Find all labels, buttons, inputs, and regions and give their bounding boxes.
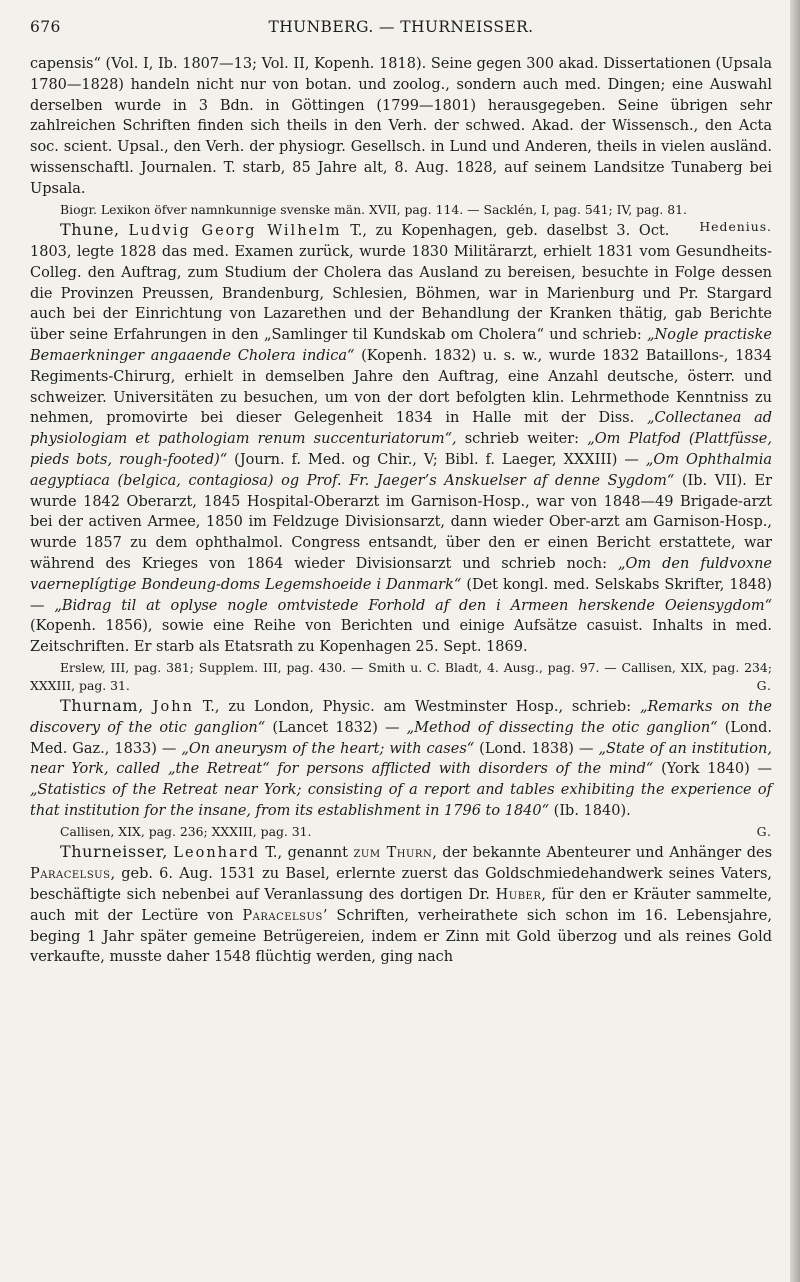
work-title: „Collectanea ad physiologiam et pathologiam renum succenturiatorum“, [30, 410, 772, 448]
work-title: „Method of dissecting the otic ganglion“ [406, 719, 718, 736]
author-signature: G. [756, 823, 772, 839]
entry-thurnam-references: Callisen, XIX, pag. 236; XXXIII, pag. 31. G. [60, 823, 772, 839]
work-title: „Nogle practiske Bemaerkninger angaaende Cholera indica“ [30, 327, 772, 364]
work-title: „Statistics of the Retreat near York; consisting of a report and tables exhibiting the experience of that institution for the insane, from its establishment in 1796 to 1840“ [30, 782, 772, 820]
body-text [30, 54, 772, 968]
small-caps-name: Paracelsus [30, 866, 111, 883]
work-title: „Om Ophthalmia aegyptiaca (belgica, contagiosa) og Prof. Fr. Jaeger’s Anskuelser af denne Sygdom“ [30, 451, 773, 489]
entry-surname: Thurnam, [60, 696, 144, 716]
page-edge-shadow [790, 0, 800, 1282]
entry-given-names: John [152, 699, 194, 716]
entry-thunberg-references: Biogr. Lexikon öfver namnkunnige svenske män. XVII, pag. 114. — Sacklén, I, pag. 541; IV, pag. 81. Hedenius. [60, 201, 772, 235]
entry-surname: Thurneisser, [60, 842, 168, 862]
entry-thune-references: Erslew, III, pag. 381; Supplem. III, pag. 430. — Smith u. C. Bladt, 4. Ausg., pag. 97. — Callisen, XIX, pag. 234; XXXIII, pag. 31. G. [30, 659, 772, 693]
work-title: „Remarks on the discovery of the otic ganglion“ [30, 699, 772, 736]
author-signature: Hedenius. [699, 219, 772, 235]
small-caps-name: zum Thurn [353, 845, 433, 862]
running-head: THUNBERG. — THURNEISSER. [268, 18, 534, 36]
entry-surname: Thune, [60, 220, 120, 240]
page-header [30, 16, 772, 40]
entry-thurneisser: Thurneisser, Leonhard T., genannt zum Thurn, der bekannte Abenteurer und Anhänger des Paracelsus, geb. 6. Aug. 1531 zu Basel, erlernte zuerst das Goldschmiedehandwerk seines Vaters, beschäftigte sich nebenbei auf Veranlassung des dortigen Dr. Huber, für den er Kräuter sammelte, auch mit der Lectüre von Paracelsus’ Schriften, verheirathete sich schon im 16. Lebensjahre, beging 1 Jahr später gemeine Betrügereien, indem er Zinn mit Gold überzog und als reines Gold verkaufte, musste daher 1548 flüchtig werden, ging nach [30, 842, 773, 966]
entry-given-names: Ludvig Georg Wilhelm [128, 223, 342, 240]
entry-thune: Thune, Ludvig Georg Wilhelm T., zu Kopenhagen, geb. daselbst 3. Oct. 1803, legte 1828 das med. Examen zurück, wurde 1830 Militärarzt, erhielt 1831 vom Gesundheits-Colleg. den Auftrag, zum Studium der Cholera das Ausland zu bereisen, besuchte in Folge dessen die Provinzen Preussen, Brandenburg, Schlesien, Böhmen, war in Marienburg und Pr. Stargard auch bei der Einrichtung von Lazarethen und der Behandlung der Kranken thätig, gab Berichte über seine Erfahrungen in den „Samlinger til Kundskab om Cholera“ und schrieb: „Nogle practiske Bemaerkninger angaaende Cholera indica“ (Kopenh. 1832) u. s. w., wurde 1832 Bataillons-, 1834 Regiments-Chirurg, erhielt in demselben Jahre den Auftrag, eine Anzahl deutsche, österr. und schweizer. Universitäten zu besuchen, um von der dort befolgten klin. Lehrmethode Kenntniss zu nehmen, promovirte bei dieser Gelegenheit 1834 in Halle mit der Diss. „Collectanea ad physiologiam et pathologiam renum succenturiatorum“, schrieb weiter: „Om Platfod (Plattfüsse, pieds bots, rough-footed)“ (Journ. f. Med. og Chir., V; Bibl. f. Laeger, XXXIII) — „Om Ophthalmia aegyptiaca (belgica, contagiosa) og Prof. Fr. Jaeger’s Anskuelser af denne Sygdom“ (Ib. VII). Er wurde 1842 Oberarzt, 1845 Hospital-Oberarzt im Garnison-Hosp., war von 1848—49 Brigade-arzt bei der activen Armee, 1850 im Feldzuge Divisionsarzt, dann wieder Ober-arzt am Garnison-Hosp., wurde 1857 zu dem ophthalmol. Congress entsandt, über den er einen Bericht erstattete, war während des Krieges von 1864 wieder Divisionsarzt und schrieb noch: „Om den fuldvoxne vaerneplígtige Bondeung-doms Legemshoeide i Danmark“ (Det kongl. med. Selskabs Skrifter, 1848) — „Bidrag til at oplyse nogle omtvistede Forhold af den i Armeen herskende Oeiensygdom“ (Kopenh. 1856), sowie eine Reihe von Berichten und einige Aufsätze casuist. Inhalts in med. Zeitschriften. Er starb als Etatsrath zu Kopenhagen 25. Sept. 1869. [30, 220, 773, 656]
work-title: „Om den fuldvoxne vaerneplígtige Bondeung-doms Legemshoeide i Danmark“ [30, 555, 772, 593]
entry-given-names: Leonhard [173, 845, 260, 862]
page-number: 676 [30, 18, 61, 36]
entry-thurnam: Thurnam, John T., zu London, Physic. am Westminster Hosp., schrieb: „Remarks on the discovery of the otic ganglion“ (Lancet 1832) — „Method of dissecting the otic ganglion“ (Lond. Med. Gaz., 1833) — „On aneurysm of the heart; with cases“ (Lond. 1838) — „State of an institution, near York, called „the Retreat“ for persons afflicted with disorders of the mind“ (York 1840) — „Statistics of the Retreat near York; consisting of a report and tables exhibiting the experience of that institution for the insane, from its establishment in 1796 to 1840“ (Ib. 1840). [30, 696, 772, 820]
small-caps-name: Huber [495, 887, 542, 904]
work-title: „Bidrag til at oplyse nogle omtvistede Forhold af den i Armeen herskende Oeiensygdom“ [54, 597, 772, 614]
work-title: „On aneurysm of the heart; with cases“ [181, 740, 475, 757]
work-title: „Om Platfod (Plattfüsse, pieds bots, rough-footed)“ [30, 431, 772, 468]
work-title: „State of an institution, near York, called „the Retreat“ for persons afflicted with disorders of the mind“ [30, 740, 772, 778]
small-caps-name: Paracelsus [242, 907, 323, 924]
entry-thunberg-continuation: capensis“ (Vol. I, Ib. 1807—13; Vol. II, Kopenh. 1818). Seine gegen 300 akad. Dissertationen (Upsala 1780—1828) handeln nicht nur von botan. und zoolog., sondern auch med. Dingen; eine Auswahl derselben wurde in 3 Bdn. in Göttingen (1799—1801) herausgegeben. Seine übrigen sehr zahlreichen Schriften finden sich theils in den Verh. der schwed. Akad. der Wissensch., den Acta soc. scient. Upsal., den Verh. der physiogr. Gesellsch. in Lund und Anderen, theils in vielen ausländ. wissenschaftl. Journalen. T. starb, 85 Jahre alt, 8. Aug. 1828, auf seinem Landsitze Tunaberg bei Upsala. [30, 56, 772, 197]
author-signature: G. [756, 677, 772, 693]
